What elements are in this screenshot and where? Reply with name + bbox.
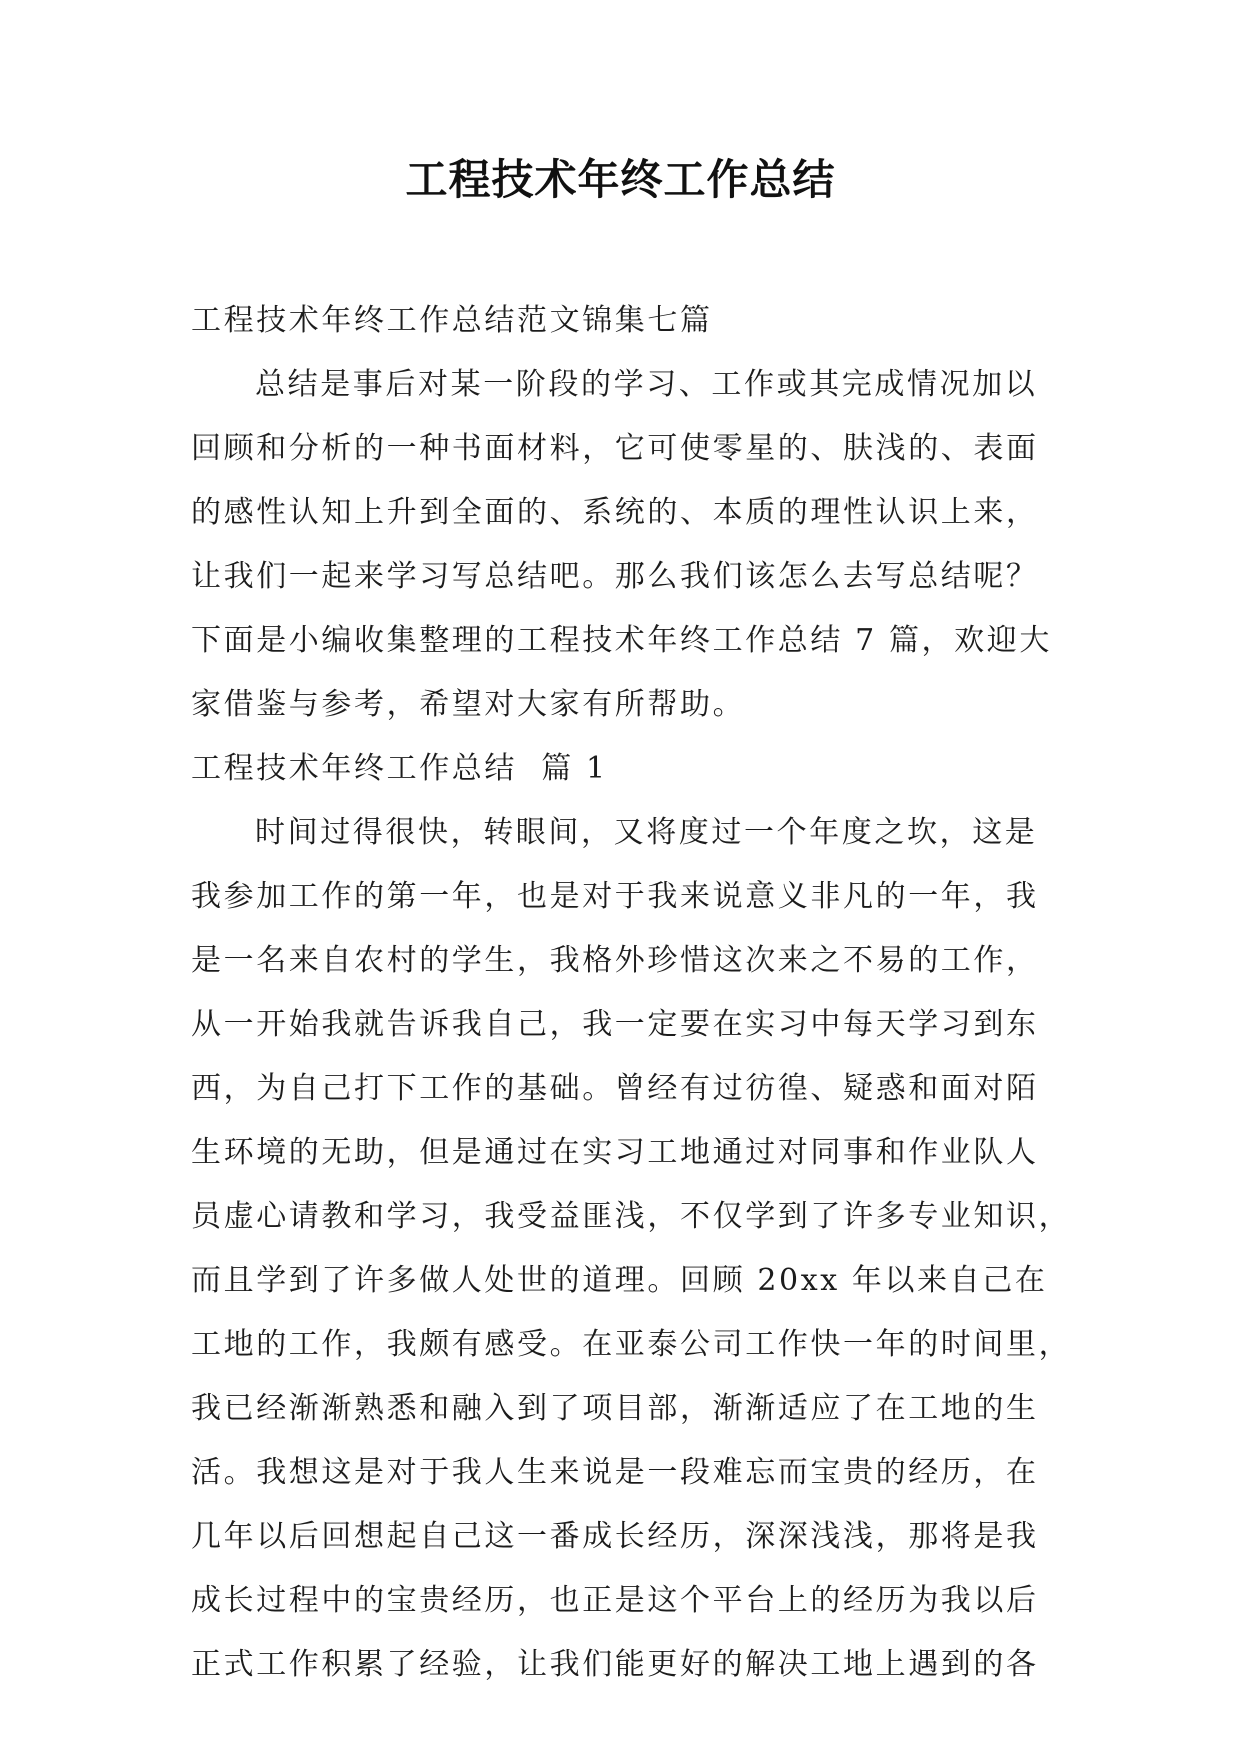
document-title: 工程技术年终工作总结 bbox=[405, 155, 836, 204]
paragraph-line: 正式工作积累了经验，让我们能更好的解决工地上遇到的各 bbox=[191, 1647, 1039, 1682]
paragraph-line: 几年以后回想起自己这一番成长经历，深深浅浅，那将是我 bbox=[191, 1519, 1039, 1554]
paragraph-line: 成长过程中的宝贵经历，也正是这个平台上的经历为我以后 bbox=[191, 1583, 1039, 1618]
paragraph-line: 而且学到了许多做人处世的道理。回顾 20xx 年以来自己在 bbox=[191, 1263, 1048, 1298]
paragraph-line: 从一开始我就告诉我自己，我一定要在实习中每天学习到东 bbox=[191, 1007, 1039, 1042]
paragraph-line: 家借鉴与参考，希望对大家有所帮助。 bbox=[191, 687, 746, 722]
paragraph-line: 员虚心请教和学习，我受益匪浅，不仅学到了许多专业知识， bbox=[191, 1199, 1072, 1234]
document-subtitle: 工程技术年终工作总结范文锦集七篇 bbox=[191, 303, 713, 338]
intro-paragraph bbox=[191, 353, 1051, 737]
paragraph-line: 是一名来自农村的学生，我格外珍惜这次来之不易的工作， bbox=[191, 943, 1039, 978]
paragraph-line: 时间过得很快，转眼间，又将度过一个年度之坎，这是 bbox=[255, 815, 1038, 850]
paragraph-line: 我参加工作的第一年，也是对于我来说意义非凡的一年，我 bbox=[191, 879, 1039, 914]
paragraph-line: 总结是事后对某一阶段的学习、工作或其完成情况加以 bbox=[255, 367, 1038, 402]
paragraph-line: 回顾和分析的一种书面材料，它可使零星的、肤浅的、表面 bbox=[191, 431, 1039, 466]
paragraph-line: 西，为自己打下工作的基础。曾经有过彷徨、疑惑和面对陌 bbox=[191, 1071, 1039, 1106]
section-heading: 工程技术年终工作总结 篇 1 bbox=[191, 751, 608, 786]
paragraph-line: 生环境的无助，但是通过在实习工地通过对同事和作业队人 bbox=[191, 1135, 1039, 1170]
section-paragraph bbox=[191, 801, 1072, 1697]
document-body bbox=[191, 289, 1072, 1697]
paragraph-line: 活。我想这是对于我人生来说是一段难忘而宝贵的经历，在 bbox=[191, 1455, 1039, 1490]
paragraph-line: 工地的工作，我颇有感受。在亚泰公司工作快一年的时间里， bbox=[191, 1327, 1072, 1362]
paragraph-line: 我已经渐渐熟悉和融入到了项目部，渐渐适应了在工地的生 bbox=[191, 1391, 1039, 1426]
paragraph-line: 下面是小编收集整理的工程技术年终工作总结 7 篇，欢迎大 bbox=[191, 623, 1052, 658]
paragraph-line: 的感性认知上升到全面的、系统的、本质的理性认识上来， bbox=[191, 495, 1039, 530]
paragraph-line: 让我们一起来学习写总结吧。那么我们该怎么去写总结呢？ bbox=[191, 559, 1039, 594]
